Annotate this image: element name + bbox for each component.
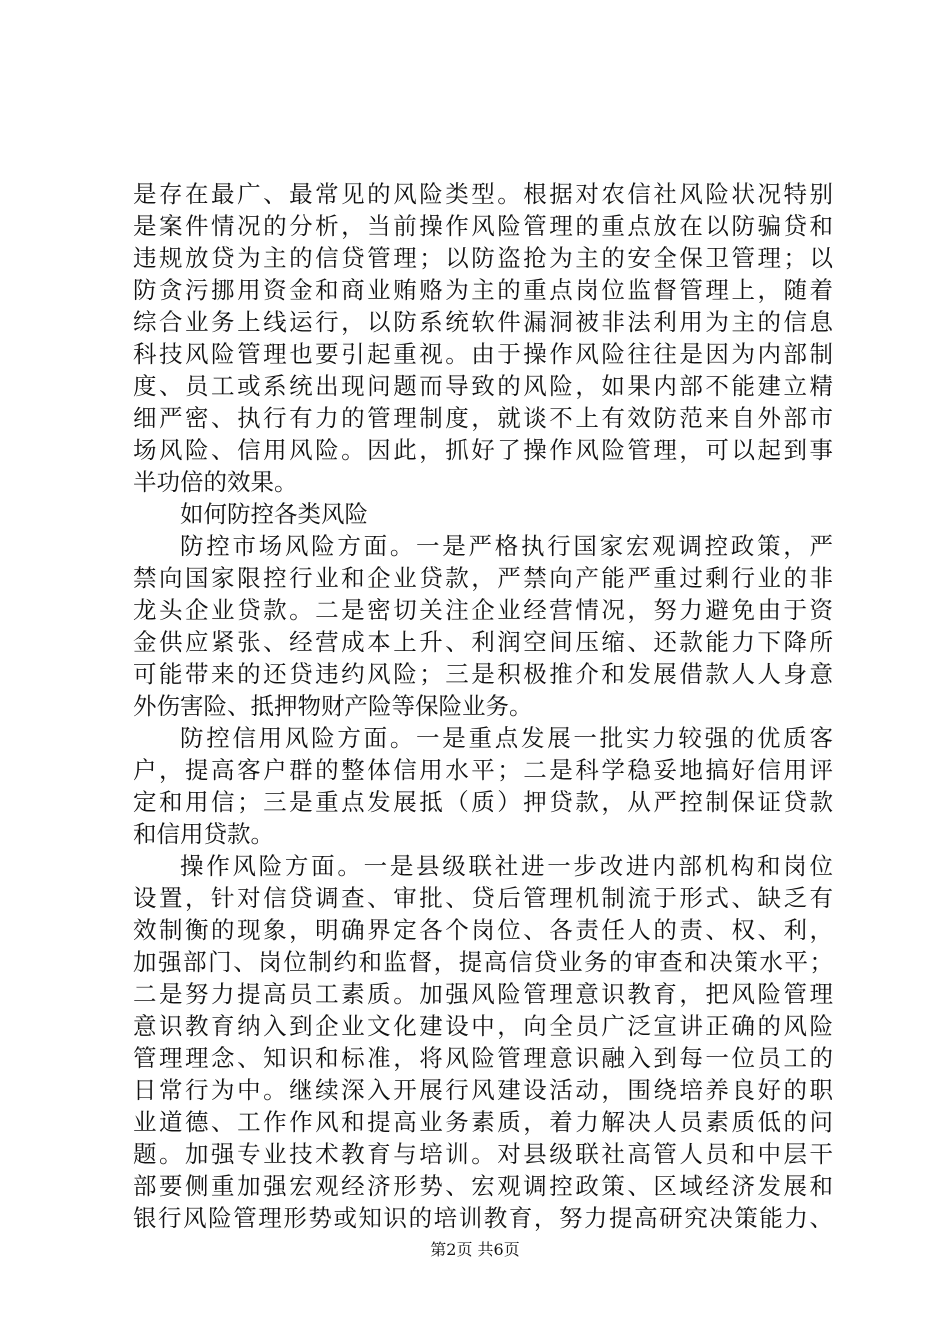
text-line: 银行风险管理形势或知识的培训教育，努力提高研究决策能力、: [133, 1204, 833, 1232]
text-line: 场风险、信用风险。因此，抓好了操作风险管理，可以起到事: [133, 436, 833, 464]
text-line: 加强部门、岗位制约和监督，提高信贷业务的审查和决策水平；: [133, 948, 833, 976]
text-line: 防贪污挪用资金和商业贿赂为主的重点岗位监督管理上，随着: [133, 276, 833, 304]
text-line: 综合业务上线运行，以防系统软件漏洞被非法利用为主的信息: [133, 308, 833, 336]
text-line: 禁向国家限控行业和企业贷款，严禁向产能严重过剩行业的非: [133, 564, 833, 592]
text-line: 是存在最广、最常见的风险类型。根据对农信社风险状况特别: [133, 180, 833, 208]
text-line: 半功倍的效果。: [133, 468, 298, 496]
text-line: 户，提高客户群的整体信用水平；二是科学稳妥地搞好信用评: [133, 756, 833, 784]
text-line: 度、员工或系统出现问题而导致的风险，如果内部不能建立精: [133, 372, 833, 400]
text-line: 可能带来的还贷违约风险；三是积极推介和发展借款人人身意: [133, 660, 833, 688]
text-line: 防控市场风险方面。一是严格执行国家宏观调控政策，严: [180, 532, 833, 560]
text-line: 管理理念、知识和标准，将风险管理意识融入到每一位员工的: [133, 1044, 833, 1072]
text-line: 细严密、执行有力的管理制度，就谈不上有效防范来自外部市: [133, 404, 833, 432]
text-line: 违规放贷为主的信贷管理；以防盗抢为主的安全保卫管理；以: [133, 244, 833, 272]
text-line: 如何防控各类风险: [180, 500, 368, 528]
text-line: 操作风险方面。一是县级联社进一步改进内部机构和岗位: [180, 852, 833, 880]
text-line: 龙头企业贷款。二是密切关注企业经营情况，努力避免由于资: [133, 596, 833, 624]
text-line: 题。加强专业技术教育与培训。对县级联社高管人员和中层干: [133, 1140, 833, 1168]
text-line: 和信用贷款。: [133, 820, 274, 848]
text-line: 防控信用风险方面。一是重点发展一批实力较强的优质客: [180, 724, 833, 752]
page-number: 第2页 共6页: [430, 1240, 520, 1259]
text-line: 日常行为中。继续深入开展行风建设活动，围绕培养良好的职: [133, 1076, 833, 1104]
text-line: 外伤害险、抵押物财产险等保险业务。: [133, 692, 533, 720]
text-line: 意识教育纳入到企业文化建设中，向全员广泛宣讲正确的风险: [133, 1012, 833, 1040]
section-heading: [133, 498, 833, 530]
text-line: 设置，针对信贷调查、审批、贷后管理机制流于形式、缺乏有: [133, 884, 833, 912]
page-footer: [0, 1240, 950, 1260]
text-line: 部要侧重加强宏观经济形势、宏观调控政策、区域经济发展和: [133, 1172, 833, 1200]
text-line: 定和用信；三是重点发展抵（质）押贷款，从严控制保证贷款: [133, 788, 833, 816]
paragraph: [133, 850, 833, 1234]
body-text: [133, 178, 833, 1234]
paragraph: [133, 178, 833, 498]
paragraph: [133, 722, 833, 850]
text-line: 科技风险管理也要引起重视。由于操作风险往往是因为内部制: [133, 340, 833, 368]
text-line: 效制衡的现象，明确界定各个岗位、各责任人的责、权、利，: [133, 916, 833, 944]
text-line: 是案件情况的分析，当前操作风险管理的重点放在以防骗贷和: [133, 212, 833, 240]
text-line: 业道德、工作作风和提高业务素质，着力解决人员素质低的问: [133, 1108, 833, 1136]
paragraph: [133, 530, 833, 722]
text-line: 二是努力提高员工素质。加强风险管理意识教育，把风险管理: [133, 980, 833, 1008]
text-line: 金供应紧张、经营成本上升、利润空间压缩、还款能力下降所: [133, 628, 833, 656]
